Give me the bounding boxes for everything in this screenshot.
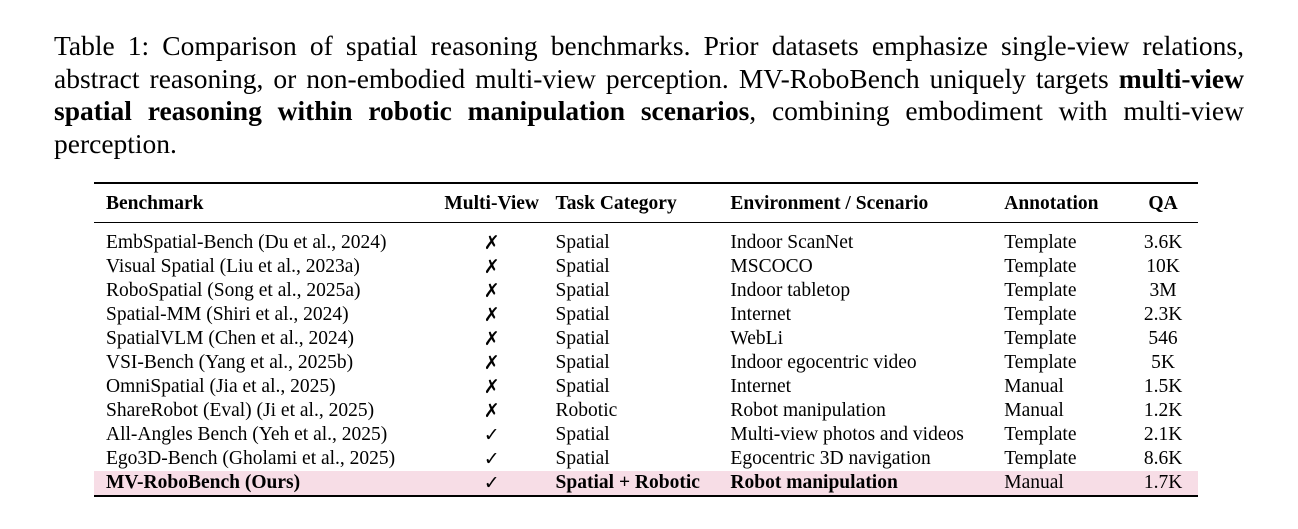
header-qa: QA: [1148, 193, 1178, 214]
cell-qa: 1.5K: [1143, 376, 1183, 397]
cell-benchmark: SpatialVLM (Chen et al., 2024): [106, 328, 355, 349]
table-row: [94, 447, 1198, 471]
table-row: [94, 471, 1198, 496]
cell-task-category: Spatial: [555, 328, 610, 349]
cell-qa: 10K: [1146, 256, 1180, 277]
cell-annotation: Template: [1004, 424, 1077, 445]
table-row: [94, 279, 1198, 303]
comparison-table: [94, 182, 1198, 497]
cell-task-category: Spatial: [555, 376, 610, 397]
cell-benchmark: All-Angles Bench (Yeh et al., 2025): [106, 424, 388, 445]
cell-annotation: Template: [1004, 352, 1077, 373]
cross-icon: ✗: [483, 400, 500, 422]
table-row: [94, 223, 1198, 256]
cell-annotation: Template: [1004, 280, 1077, 301]
table-row: [94, 327, 1198, 351]
table-caption: [54, 30, 1244, 160]
cell-environment: Internet: [730, 304, 792, 325]
cell-annotation: Template: [1004, 448, 1077, 469]
cell-annotation: Template: [1004, 232, 1077, 253]
cell-qa: 3M: [1149, 280, 1177, 301]
cell-qa: 1.7K: [1128, 471, 1198, 496]
cell-task-category: Spatial: [555, 232, 610, 253]
cross-icon: ✗: [483, 376, 500, 398]
check-icon: ✓: [483, 424, 500, 446]
header-task-category: Task Category: [555, 193, 677, 214]
cell-qa: 5K: [1151, 352, 1175, 373]
cell-qa: 8.6K: [1143, 448, 1183, 469]
cell-benchmark: Ego3D-Bench (Gholami et al., 2025): [106, 448, 396, 469]
cell-benchmark: Visual Spatial (Liu et al., 2023a): [106, 256, 360, 277]
cell-benchmark: Spatial-MM (Shiri et al., 2024): [106, 304, 349, 325]
cell-qa: 2.1K: [1143, 424, 1183, 445]
cell-task-category: Robotic: [555, 400, 618, 421]
caption-text: Table 1: Comparison of spatial reasoning benchmarks. Prior datasets emphasize single-view relations, abstract reasoning, or non-embodied multi-view perception. MV-RoboBench uniquely targets: [54, 30, 1244, 94]
cross-icon: ✗: [483, 352, 500, 374]
cell-environment: Indoor ScanNet: [730, 232, 854, 253]
cross-icon: ✗: [483, 256, 500, 278]
cell-task-category: Spatial: [555, 448, 610, 469]
cell-annotation: Template: [1004, 328, 1077, 349]
cross-icon: ✗: [483, 280, 500, 302]
cell-qa: 1.2K: [1143, 400, 1183, 421]
cell-annotation: Manual: [1004, 400, 1064, 421]
cell-benchmark: VSI-Bench (Yang et al., 2025b): [106, 352, 354, 373]
cell-task-category: Spatial: [555, 304, 610, 325]
cell-annotation: Manual: [1004, 471, 1128, 496]
cross-icon: ✗: [483, 232, 500, 254]
cell-task-category: Spatial: [555, 424, 610, 445]
cell-environment: WebLi: [730, 328, 783, 349]
caption-text-end: , combining embodiment with multi-view perception.: [54, 95, 1245, 159]
cross-icon: ✗: [483, 304, 500, 326]
table-row: [94, 303, 1198, 327]
cell-environment: Internet: [730, 376, 792, 397]
cell-benchmark: ShareRobot (Eval) (Ji et al., 2025): [106, 400, 375, 421]
table-row: [94, 351, 1198, 375]
table-body: [94, 223, 1198, 497]
cell-environment: Indoor tabletop: [730, 280, 851, 301]
cell-annotation: Manual: [1004, 376, 1064, 397]
table-row: [94, 255, 1198, 279]
header-environment: Environment / Scenario: [730, 193, 929, 214]
table-header-row: [94, 183, 1198, 223]
cell-environment: MSCOCO: [730, 256, 813, 277]
table-row: [94, 399, 1198, 423]
cell-environment: Robot manipulation: [730, 400, 886, 421]
table-row: [94, 423, 1198, 447]
cell-qa: 546: [1148, 328, 1178, 349]
cell-benchmark: OmniSpatial (Jia et al., 2025): [106, 376, 336, 397]
cell-environment: Multi-view photos and videos: [730, 424, 964, 445]
table-row: [94, 375, 1198, 399]
cell-annotation: Template: [1004, 304, 1077, 325]
cell-qa: 2.3K: [1143, 304, 1183, 325]
cell-environment: Egocentric 3D navigation: [730, 448, 931, 469]
caption-bold-text: multi-view spatial reasoning within robotic manipulation scenarios: [54, 62, 1244, 126]
header-multi-view: Multi-View: [444, 193, 539, 214]
cell-benchmark: EmbSpatial-Bench (Du et al., 2024): [106, 232, 387, 253]
header-benchmark: Benchmark: [106, 193, 204, 214]
header-annotation: Annotation: [1004, 193, 1099, 214]
cross-icon: ✗: [483, 328, 500, 350]
check-icon: ✓: [432, 471, 552, 496]
cell-environment: Robot manipulation: [730, 471, 1004, 496]
cell-benchmark: MV-RoboBench (Ours): [94, 471, 432, 496]
cell-benchmark: RoboSpatial (Song et al., 2025a): [106, 280, 361, 301]
cell-task-category: Spatial: [555, 256, 610, 277]
cell-task-category: Spatial + Robotic: [552, 471, 731, 496]
cell-qa: 3.6K: [1143, 232, 1183, 253]
cell-annotation: Template: [1004, 256, 1077, 277]
cell-task-category: Spatial: [555, 280, 610, 301]
cell-environment: Indoor egocentric video: [730, 352, 917, 373]
cell-task-category: Spatial: [555, 352, 610, 373]
check-icon: ✓: [483, 448, 500, 470]
